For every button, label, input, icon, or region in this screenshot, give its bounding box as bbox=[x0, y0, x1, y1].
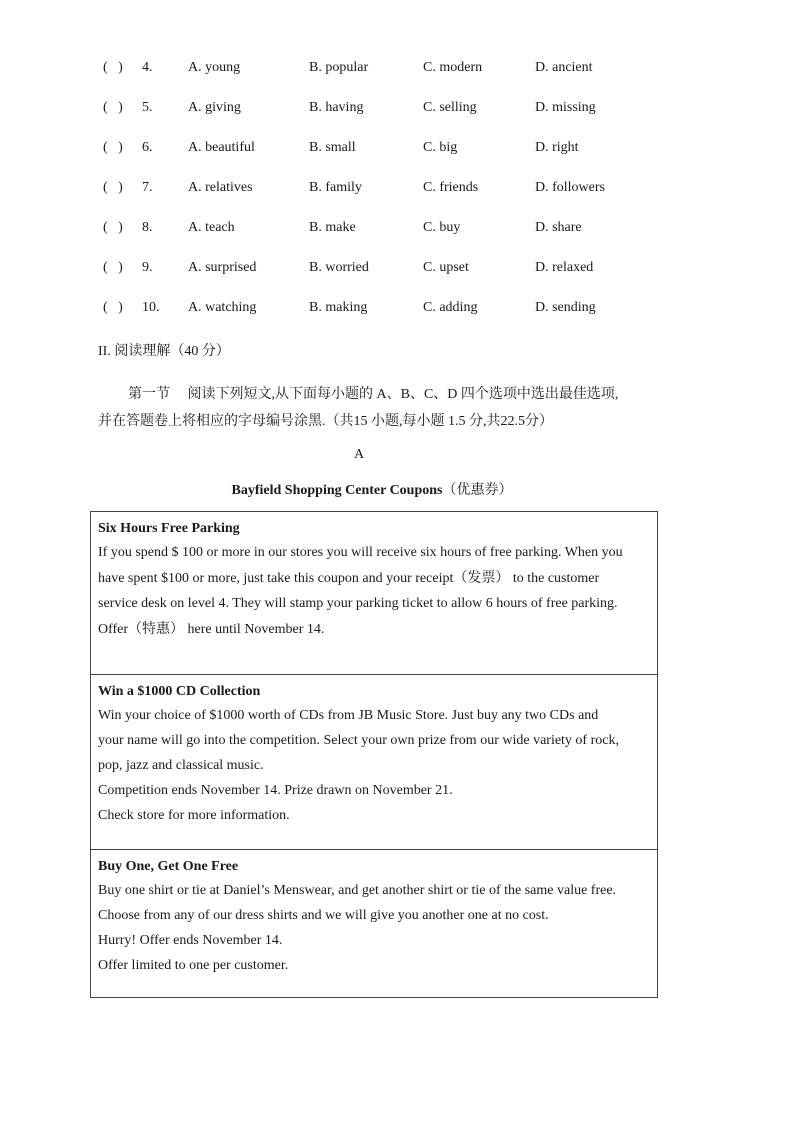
option-a: A. relatives bbox=[188, 180, 253, 195]
question-row-4 bbox=[0, 60, 794, 80]
instructions-line-1: 第一节 阅读下列短文,从下面每小题的 A、B、C、D 四个选项中选出最佳选项, bbox=[128, 387, 619, 402]
coupon-title: Buy One, Get One Free bbox=[98, 859, 239, 874]
coupon-text-line: Choose from any of our dress shirts and we will give you another one at no cost. bbox=[98, 908, 549, 923]
coupon-title: Six Hours Free Parking bbox=[98, 521, 240, 536]
question-number: 7. bbox=[142, 180, 153, 195]
question-row-5 bbox=[0, 100, 794, 120]
answer-blank[interactable]: ( ) bbox=[103, 300, 123, 315]
option-a: A. young bbox=[188, 60, 241, 75]
option-c: C. big bbox=[423, 140, 458, 155]
answer-blank[interactable]: ( ) bbox=[103, 220, 123, 235]
coupon-text-line: Hurry! Offer ends November 14. bbox=[98, 933, 283, 948]
option-b: B. make bbox=[309, 220, 356, 235]
option-b: B. family bbox=[309, 180, 362, 195]
answer-blank[interactable]: ( ) bbox=[103, 100, 123, 115]
section-title: II. 阅读理解（40 分） bbox=[98, 344, 230, 359]
option-c: C. buy bbox=[423, 220, 461, 235]
coupon-text-line: Offer limited to one per customer. bbox=[98, 958, 289, 973]
option-a: A. giving bbox=[188, 100, 241, 115]
coupon-text-line: have spent $100 or more, just take this coupon and your receipt（发票） to the customer bbox=[98, 570, 600, 586]
question-row-7 bbox=[0, 180, 794, 200]
coupon-free-parking bbox=[91, 512, 657, 675]
option-d: D. right bbox=[535, 140, 579, 155]
option-d: D. sending bbox=[535, 300, 596, 315]
coupon-text-line: your name will go into the competition. Select your own prize from our wide variety of rock, bbox=[98, 733, 619, 748]
question-number: 8. bbox=[142, 220, 153, 235]
option-b: B. worried bbox=[309, 260, 369, 275]
coupon-text-line: Check store for more information. bbox=[98, 808, 290, 823]
option-b: B. popular bbox=[309, 60, 369, 75]
passage-title bbox=[0, 479, 744, 499]
coupon-text-line: Competition ends November 14. Prize drawn on November 21. bbox=[98, 783, 453, 798]
option-c: C. friends bbox=[423, 180, 479, 195]
passage-title-note: （优惠券） bbox=[442, 483, 513, 498]
option-a: A. beautiful bbox=[188, 140, 255, 155]
coupon-text-line: If you spend $ 100 or more in our stores you will receive six hours of free parking. When you bbox=[98, 545, 623, 560]
instructions-line-2: 并在答题卷上将相应的字母编号涂黑.（共15 小题,每小题 1.5 分,共22.5分） bbox=[98, 414, 553, 429]
answer-blank[interactable]: ( ) bbox=[103, 260, 123, 275]
coupon-cd-collection bbox=[91, 675, 657, 850]
option-d: D. share bbox=[535, 220, 582, 235]
answer-blank[interactable]: ( ) bbox=[103, 180, 123, 195]
passage-letter: A bbox=[354, 447, 365, 462]
option-d: D. relaxed bbox=[535, 260, 594, 275]
option-c: C. modern bbox=[423, 60, 483, 75]
question-row-10 bbox=[0, 300, 794, 320]
question-number: 9. bbox=[142, 260, 153, 275]
coupon-buy-one-get-one bbox=[91, 850, 657, 997]
coupon-table bbox=[90, 511, 658, 998]
coupon-text-line: Buy one shirt or tie at Daniel’s Menswear, and get another shirt or tie of the same value free. bbox=[98, 883, 617, 898]
coupon-title: Win a $1000 CD Collection bbox=[98, 684, 261, 699]
option-c: C. upset bbox=[423, 260, 469, 275]
option-c: C. selling bbox=[423, 100, 477, 115]
section-instructions bbox=[98, 381, 668, 435]
passage-title-text: Bayfield Shopping Center Coupons bbox=[231, 483, 443, 498]
option-a: A. surprised bbox=[188, 260, 257, 275]
option-d: D. followers bbox=[535, 180, 605, 195]
answer-blank[interactable]: ( ) bbox=[103, 60, 123, 75]
coupon-text-line: service desk on level 4. They will stamp your parking ticket to allow 6 hours of free parking. bbox=[98, 596, 618, 611]
option-c: C. adding bbox=[423, 300, 478, 315]
question-number: 5. bbox=[142, 100, 153, 115]
option-a: A. teach bbox=[188, 220, 235, 235]
option-b: B. making bbox=[309, 300, 368, 315]
option-d: D. missing bbox=[535, 100, 596, 115]
answer-blank[interactable]: ( ) bbox=[103, 140, 123, 155]
coupon-text-line: Win your choice of $1000 worth of CDs from JB Music Store. Just buy any two CDs and bbox=[98, 708, 599, 723]
question-number: 10. bbox=[142, 300, 160, 315]
question-number: 6. bbox=[142, 140, 153, 155]
option-b: B. having bbox=[309, 100, 364, 115]
option-a: A. watching bbox=[188, 300, 257, 315]
question-row-8 bbox=[0, 220, 794, 240]
question-number: 4. bbox=[142, 60, 153, 75]
option-b: B. small bbox=[309, 140, 356, 155]
coupon-text-line: Offer（特惠） here until November 14. bbox=[98, 621, 325, 637]
question-row-6 bbox=[0, 140, 794, 160]
coupon-text-line: pop, jazz and classical music. bbox=[98, 758, 264, 773]
option-d: D. ancient bbox=[535, 60, 593, 75]
question-row-9 bbox=[0, 260, 794, 280]
